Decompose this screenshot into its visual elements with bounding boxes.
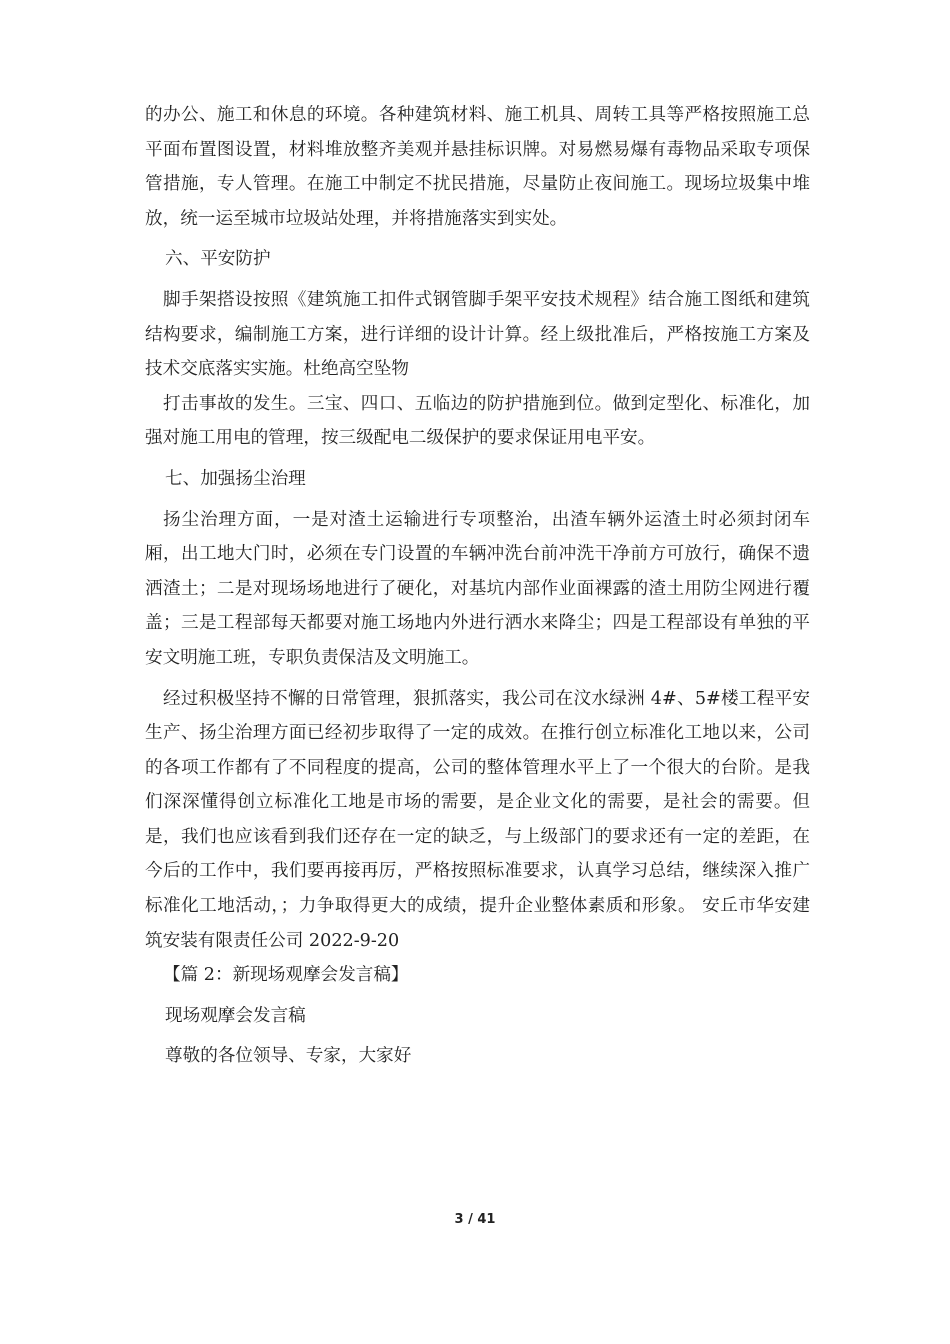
paragraph-accident-prevention: 打击事故的发生。三宝、四口、五临边的防护措施到位。做到定型化、标准化，加强对施工用电的管理，按三级配电二级保护的要求保证用电平安。	[145, 393, 810, 449]
paragraph-dust-measures: 扬尘治理方面，一是对渣土运输进行专项整治，出渣车辆外运渣土时必须封闭车厢，出工地大门时，必须在专门设置的车辆冲洗台前冲洗干净前方可放行，确保不遗洒渣土；二是对现场场地进行了硬化，对基坑内部作业面裸露的渣土用防尘网进行覆盖；三是工程部每天都要对施工场地内外进行洒水来降尘；四是工程部设有单独的平安文明施工班，专职负责保洁及文明施工。	[145, 509, 810, 668]
speech-greeting: 尊敬的各位领导、专家，大家好	[165, 1046, 412, 1067]
section-heading-safety: 六、平安防护	[165, 249, 271, 270]
paragraph-environment: 的办公、施工和休息的环境。各种建筑材料、施工机具、周转工具等严格按照施工总平面布置图设置，材料堆放整齐美观并悬挂标识牌。对易燃易爆有毒物品采取专项保管措施，专人管理。在施工中制定不扰民措施，尽量防止夜间施工。现场垃圾集中堆放，统一运至城市垃圾站处理，并将措施落实到实处。	[145, 105, 810, 229]
section-heading-dust-control: 七、加强扬尘治理	[165, 468, 306, 489]
article-title: 【篇 2：新现场观摩会发言稿】	[163, 965, 409, 986]
document-body	[145, 98, 810, 1074]
paragraph-summary: 经过积极坚持不懈的日常管理，狠抓落实，我公司在汶水绿洲 4#、5#楼工程平安生产、扬尘治理方面已经初步取得了一定的成效。在推行创立标准化工地以来，公司的各项工作都有了不同程度的提高，公司的整体管理水平上了一个很大的台阶。是我们深深懂得创立标准化工地是市场的需要，是企业文化的需要，是社会的需要。但是，我们也应该看到我们还存在一定的缺乏，与上级部门的要求还有一定的差距，在今后的工作中，我们要再接再厉，严格按照标准要求，认真学习总结，继续深入推广标准化工地活动，；力争取得更大的成绩，提升企业整体素质和形象。 安丘市华安建筑安装有限责任公司 2022-9-20	[145, 688, 810, 951]
page-number: 3 / 41	[454, 1212, 496, 1227]
paragraph-scaffolding: 脚手架搭设按照《建筑施工扣件式钢管脚手架平安技术规程》结合施工图纸和建筑结构要求，编制施工方案，进行详细的设计计算。经上级批准后，严格按施工方案及技术交底落实实施。杜绝高空坠物	[145, 289, 810, 380]
speech-title: 现场观摩会发言稿	[165, 1005, 306, 1026]
